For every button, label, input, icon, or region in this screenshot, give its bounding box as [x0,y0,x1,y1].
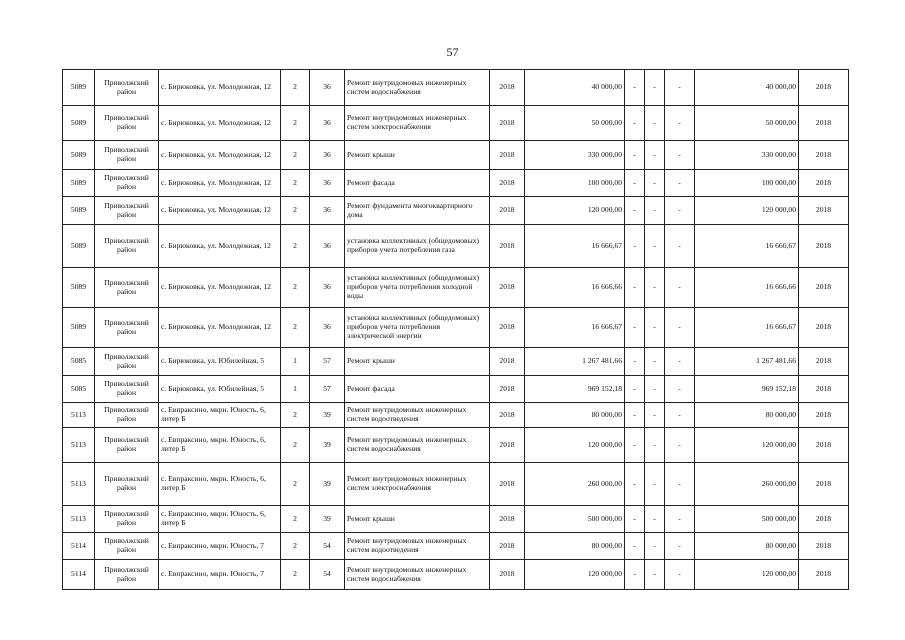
year-cell: 2018 [490,403,525,428]
completion-year-cell: 2018 [799,560,849,590]
completion-year-cell: 2018 [799,348,849,376]
code-cell: 5089 [63,197,95,225]
empty-cell-2: - [645,70,665,106]
district-cell: Приволжский район [95,403,159,428]
apartments-cell: 36 [310,170,345,197]
empty-cell-3: - [665,308,695,348]
work-type-cell: установка коллективных (общедомовых) приборов учета потребления газа [345,225,490,268]
floors-cell: 2 [281,141,310,170]
empty-cell-3: - [665,463,695,506]
address-cell: с. Бирюковка, ул. Молодежная, 12 [159,141,281,170]
year-cell: 2018 [490,70,525,106]
floors-cell: 2 [281,463,310,506]
apartments-cell: 39 [310,506,345,533]
empty-cell-2: - [645,268,665,308]
cost-cell: 120 000,00 [525,428,625,463]
table-row [63,533,849,560]
table-row [63,268,849,308]
cost-cell: 500 000,00 [525,506,625,533]
code-cell: 5089 [63,70,95,106]
address-cell: с. Евпраксино, мкрн. Юность, 7 [159,533,281,560]
address-cell: с. Бирюковка, ул. Молодежная, 12 [159,308,281,348]
empty-cell-1: - [625,348,645,376]
empty-cell-1: - [625,428,645,463]
district-cell: Приволжский район [95,197,159,225]
total-cost-cell: 1 267 481,66 [695,348,799,376]
floors-cell: 1 [281,376,310,403]
code-cell: 5114 [63,560,95,590]
code-cell: 5113 [63,463,95,506]
empty-cell-3: - [665,348,695,376]
completion-year-cell: 2018 [799,106,849,141]
address-cell: с. Бирюковка, ул. Молодежная, 12 [159,106,281,141]
address-cell: с. Бирюковка, ул. Молодежная, 12 [159,197,281,225]
cost-cell: 16 666,67 [525,225,625,268]
district-cell: Приволжский район [95,506,159,533]
completion-year-cell: 2018 [799,170,849,197]
floors-cell: 2 [281,533,310,560]
year-cell: 2018 [490,463,525,506]
cost-cell: 16 666,67 [525,308,625,348]
code-cell: 5089 [63,141,95,170]
apartments-cell: 54 [310,533,345,560]
empty-cell-1: - [625,141,645,170]
page-number: 57 [446,45,459,59]
total-cost-cell: 40 000,00 [695,70,799,106]
total-cost-cell: 969 152,18 [695,376,799,403]
apartments-cell: 36 [310,225,345,268]
code-cell: 5113 [63,506,95,533]
cost-cell: 40 000,00 [525,70,625,106]
empty-cell-2: - [645,560,665,590]
total-cost-cell: 16 666,67 [695,225,799,268]
cost-cell: 100 000,00 [525,170,625,197]
year-cell: 2018 [490,428,525,463]
table-row [63,170,849,197]
code-cell: 5114 [63,533,95,560]
empty-cell-3: - [665,70,695,106]
empty-cell-3: - [665,141,695,170]
work-type-cell: Ремонт внутридомовых инженерных систем водоснабжения [345,70,490,106]
total-cost-cell: 120 000,00 [695,197,799,225]
empty-cell-3: - [665,428,695,463]
empty-cell-2: - [645,376,665,403]
total-cost-cell: 80 000,00 [695,403,799,428]
code-cell: 5089 [63,225,95,268]
district-cell: Приволжский район [95,268,159,308]
completion-year-cell: 2018 [799,428,849,463]
code-cell: 5089 [63,268,95,308]
total-cost-cell: 120 000,00 [695,560,799,590]
empty-cell-3: - [665,533,695,560]
address-cell: с. Бирюковка, ул. Молодежная, 12 [159,225,281,268]
floors-cell: 1 [281,348,310,376]
empty-cell-1: - [625,376,645,403]
empty-cell-3: - [665,170,695,197]
completion-year-cell: 2018 [799,376,849,403]
district-cell: Приволжский район [95,106,159,141]
total-cost-cell: 100 000,00 [695,170,799,197]
cost-cell: 120 000,00 [525,560,625,590]
code-cell: 5113 [63,428,95,463]
table-row [63,463,849,506]
year-cell: 2018 [490,506,525,533]
total-cost-cell: 80 000,00 [695,533,799,560]
table-row [63,403,849,428]
floors-cell: 2 [281,308,310,348]
total-cost-cell: 330 000,00 [695,141,799,170]
district-cell: Приволжский район [95,70,159,106]
cost-cell: 260 000,00 [525,463,625,506]
apartments-cell: 36 [310,70,345,106]
completion-year-cell: 2018 [799,197,849,225]
total-cost-cell: 16 666,67 [695,308,799,348]
apartments-cell: 54 [310,560,345,590]
address-cell: с. Евпраксино, мкрн. Юность, 6, литер Б [159,403,281,428]
empty-cell-2: - [645,197,665,225]
cost-cell: 969 152,18 [525,376,625,403]
empty-cell-2: - [645,533,665,560]
work-type-cell: Ремонт фундамента многоквартирного дома [345,197,490,225]
apartments-cell: 36 [310,268,345,308]
table-row [63,428,849,463]
apartments-cell: 39 [310,463,345,506]
floors-cell: 2 [281,560,310,590]
district-cell: Приволжский район [95,348,159,376]
empty-cell-1: - [625,106,645,141]
empty-cell-1: - [625,533,645,560]
year-cell: 2018 [490,560,525,590]
district-cell: Приволжский район [95,533,159,560]
district-cell: Приволжский район [95,560,159,590]
code-cell: 5085 [63,348,95,376]
completion-year-cell: 2018 [799,403,849,428]
code-cell: 5085 [63,376,95,403]
empty-cell-1: - [625,403,645,428]
work-type-cell: Ремонт крыши [345,348,490,376]
floors-cell: 2 [281,225,310,268]
district-cell: Приволжский район [95,308,159,348]
empty-cell-3: - [665,106,695,141]
apartments-cell: 57 [310,376,345,403]
empty-cell-1: - [625,170,645,197]
district-cell: Приволжский район [95,428,159,463]
year-cell: 2018 [490,141,525,170]
floors-cell: 2 [281,506,310,533]
year-cell: 2018 [490,308,525,348]
table-row [63,506,849,533]
year-cell: 2018 [490,348,525,376]
code-cell: 5089 [63,170,95,197]
empty-cell-1: - [625,308,645,348]
work-type-cell: Ремонт внутридомовых инженерных систем электроснабжения [345,106,490,141]
address-cell: с. Бирюковка, ул. Молодежная, 12 [159,170,281,197]
work-type-cell: Ремонт внутридомовых инженерных систем водоснабжения [345,560,490,590]
floors-cell: 2 [281,106,310,141]
empty-cell-2: - [645,463,665,506]
work-type-cell: Ремонт внутридомовых инженерных систем водоотведения [345,533,490,560]
cost-cell: 16 666,66 [525,268,625,308]
address-cell: с. Бирюковка, ул. Молодежная, 12 [159,70,281,106]
empty-cell-1: - [625,225,645,268]
code-cell: 5089 [63,106,95,141]
work-type-cell: Ремонт крыши [345,506,490,533]
year-cell: 2018 [490,533,525,560]
total-cost-cell: 50 000,00 [695,106,799,141]
work-type-cell: Ремонт фасада [345,170,490,197]
total-cost-cell: 16 666,66 [695,268,799,308]
empty-cell-3: - [665,197,695,225]
table-row [63,197,849,225]
empty-cell-3: - [665,560,695,590]
floors-cell: 2 [281,428,310,463]
empty-cell-3: - [665,225,695,268]
address-cell: с. Евпраксино, мкрн. Юность, 7 [159,560,281,590]
empty-cell-1: - [625,506,645,533]
floors-cell: 2 [281,403,310,428]
year-cell: 2018 [490,225,525,268]
cost-cell: 80 000,00 [525,403,625,428]
table-row [63,560,849,590]
year-cell: 2018 [490,170,525,197]
floors-cell: 2 [281,170,310,197]
completion-year-cell: 2018 [799,141,849,170]
address-cell: с. Евпраксино, мкрн. Юность, 6, литер Б [159,506,281,533]
work-type-cell: Ремонт внутридомовых инженерных систем водоснабжения [345,428,490,463]
floors-cell: 2 [281,70,310,106]
cost-cell: 50 000,00 [525,106,625,141]
empty-cell-1: - [625,268,645,308]
empty-cell-2: - [645,106,665,141]
district-cell: Приволжский район [95,141,159,170]
completion-year-cell: 2018 [799,308,849,348]
work-type-cell: установка коллективных (общедомовых) приборов учета потребления холодной воды [345,268,490,308]
total-cost-cell: 500 000,00 [695,506,799,533]
code-cell: 5089 [63,308,95,348]
address-cell: с. Евпраксино, мкрн. Юность, 6, литер Б [159,428,281,463]
completion-year-cell: 2018 [799,268,849,308]
work-type-cell: Ремонт внутридомовых инженерных систем электроснабжения [345,463,490,506]
apartments-cell: 36 [310,308,345,348]
empty-cell-2: - [645,428,665,463]
empty-cell-2: - [645,308,665,348]
table-row [63,308,849,348]
work-type-cell: Ремонт фасада [345,376,490,403]
empty-cell-3: - [665,268,695,308]
completion-year-cell: 2018 [799,463,849,506]
empty-cell-2: - [645,403,665,428]
apartments-cell: 39 [310,428,345,463]
empty-cell-2: - [645,141,665,170]
cost-cell: 1 267 481,66 [525,348,625,376]
completion-year-cell: 2018 [799,506,849,533]
table-row [63,376,849,403]
empty-cell-1: - [625,70,645,106]
empty-cell-2: - [645,225,665,268]
cost-cell: 120 000,00 [525,197,625,225]
repair-plan-table [62,69,849,590]
code-cell: 5113 [63,403,95,428]
total-cost-cell: 260 000,00 [695,463,799,506]
floors-cell: 2 [281,268,310,308]
empty-cell-2: - [645,348,665,376]
address-cell: с. Бирюковка, ул. Юбилейная, 5 [159,376,281,403]
table-row [63,141,849,170]
empty-cell-3: - [665,376,695,403]
year-cell: 2018 [490,106,525,141]
work-type-cell: Ремонт внутридомовых инженерных систем водоотведения [345,403,490,428]
floors-cell: 2 [281,197,310,225]
work-type-cell: установка коллективных (общедомовых) приборов учета потребления электрической энергии [345,308,490,348]
address-cell: с. Бирюковка, ул. Юбилейная, 5 [159,348,281,376]
apartments-cell: 39 [310,403,345,428]
completion-year-cell: 2018 [799,70,849,106]
empty-cell-2: - [645,170,665,197]
district-cell: Приволжский район [95,463,159,506]
empty-cell-1: - [625,560,645,590]
empty-cell-2: - [645,506,665,533]
completion-year-cell: 2018 [799,533,849,560]
empty-cell-3: - [665,403,695,428]
apartments-cell: 36 [310,197,345,225]
work-type-cell: Ремонт крыши [345,141,490,170]
district-cell: Приволжский район [95,225,159,268]
address-cell: с. Бирюковка, ул. Молодежная, 12 [159,268,281,308]
total-cost-cell: 120 000,00 [695,428,799,463]
empty-cell-1: - [625,197,645,225]
empty-cell-3: - [665,506,695,533]
empty-cell-1: - [625,463,645,506]
apartments-cell: 57 [310,348,345,376]
apartments-cell: 36 [310,141,345,170]
apartments-cell: 36 [310,106,345,141]
table-row [63,225,849,268]
cost-cell: 330 000,00 [525,141,625,170]
table-row [63,70,849,106]
year-cell: 2018 [490,376,525,403]
cost-cell: 80 000,00 [525,533,625,560]
year-cell: 2018 [490,197,525,225]
table-row [63,106,849,141]
district-cell: Приволжский район [95,170,159,197]
address-cell: с. Евпраксино, мкрн. Юность, 6, литер Б [159,463,281,506]
completion-year-cell: 2018 [799,225,849,268]
table-row [63,348,849,376]
district-cell: Приволжский район [95,376,159,403]
year-cell: 2018 [490,268,525,308]
